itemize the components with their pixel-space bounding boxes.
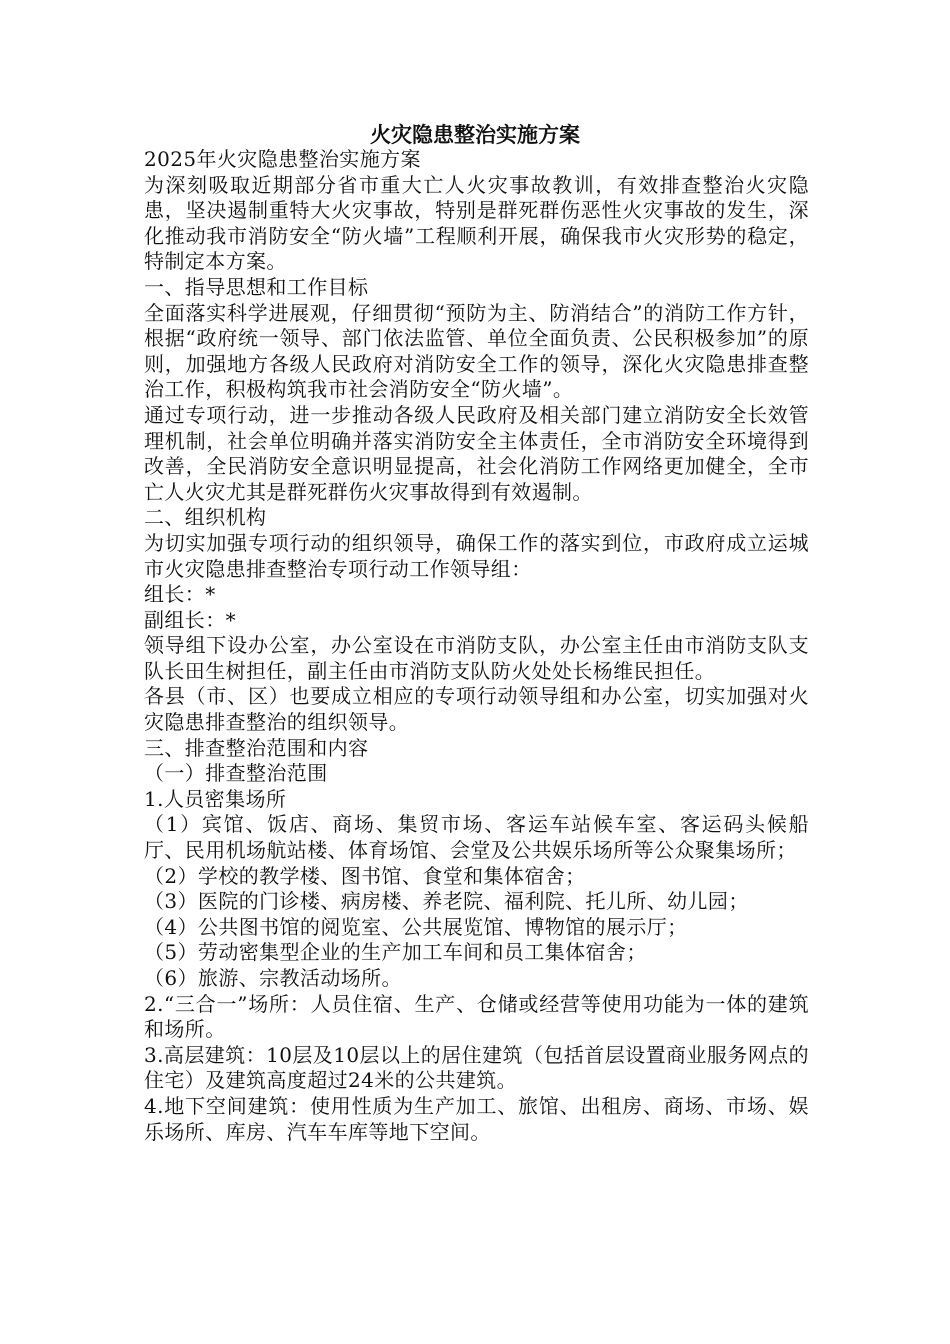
deputy-leader-line: 副组长：*	[144, 607, 236, 632]
body-paragraph: 领导组下设办公室，办公室设在市消防支队，办公室主任由市消防支队支队长田生树担任，副主任由市消防支队防火处处长杨维民担任。	[144, 633, 809, 683]
list-item: （6）旅游、宗教活动场所。	[144, 966, 402, 990]
document-title: 火灾隐患整治实施方案	[370, 122, 580, 147]
list-item: 2.“三合一”场所：人员住宿、生产、仓储或经营等使用功能为一体的建筑和场所。	[144, 991, 809, 1042]
body-paragraph: 全面落实科学进展观，仔细贯彻“预防为主、防消结合”的消防工作方针，根据“政府统一领导、部门依法监管、单位全面负责、公民积极参加”的原则，加强地方各级人民政府对消防安全工作的领导，深化火灾隐患排查整治工作，积极构筑我市社会消防安全“防火墙”。	[144, 300, 809, 402]
body-paragraph: 通过专项行动，进一步推动各级人民政府及相关部门建立消防安全长效管理机制，社会单位明确并落实消防安全主体责任，全市消防安全环境得到改善，全民消防安全意识明显提高，社会化消防工作网络更加健全，全市亡人火灾尤其是群死群伤火灾事故得到有效遏制。	[144, 402, 809, 504]
list-item: （3）医院的门诊楼、病房楼、养老院、福利院、托儿所、幼儿园；	[144, 889, 749, 914]
subtitle-paragraph: 2025年火灾隐患整治实施方案	[144, 147, 421, 171]
list-item: （5）劳动密集型企业的生产加工车间和员工集体宿舍；	[144, 940, 647, 965]
intro-paragraph: 为深刻吸取近期部分省市重大亡人火灾事故教训，有效排查整治火灾隐患，坚决遏制重特大火灾事故，特别是群死群伤恶性火灾事故的发生，深化推动我市消防安全“防火墙”工程顺利开展，确保我市火灾形势的稳定，特制定本方案。	[144, 172, 809, 274]
list-item: （1）宾馆、饭店、商场、集贸市场、客运车站候车室、客运码头候船厅、民用机场航站楼、体育场馆、会堂及公共娱乐场所等公众聚集场所；	[144, 812, 809, 863]
body-paragraph: 为切实加强专项行动的组织领导，确保工作的落实到位，市政府成立运城市火灾隐患排查整治专项行动工作领导组：	[144, 530, 809, 581]
list-item: （2）学校的教学楼、图书馆、食堂和集体宿舍；	[144, 863, 586, 888]
body-paragraph: 各县（市、区）也要成立相应的专项行动领导组和办公室，切实加强对火灾隐患排查整治的组织领导。	[144, 684, 809, 735]
section-heading-2: 二、组织机构	[144, 505, 267, 530]
section-heading-1: 一、指导思想和工作目标	[144, 274, 369, 299]
leader-line: 组长：*	[144, 582, 216, 607]
list-item: 4.地下空间建筑：使用性质为生产加工、旅馆、出租房、商场、市场、娱乐场所、库房、汽车车库等地下空间。	[144, 1093, 809, 1144]
subsection-heading: （一）排查整治范围	[144, 761, 328, 786]
section-heading-3: 三、排查整治范围和内容	[144, 735, 369, 760]
list-item: 1.人员密集场所	[144, 786, 287, 811]
list-item: （4）公共图书馆的阅览室、公共展览馆、博物馆的展示厅；	[144, 914, 688, 939]
document-body	[144, 147, 809, 1145]
list-item: 3.高层建筑：10层及10层以上的居住建筑（包括首层设置商业服务网点的住宅）及建筑高度超过24米的公共建筑。	[144, 1042, 809, 1093]
